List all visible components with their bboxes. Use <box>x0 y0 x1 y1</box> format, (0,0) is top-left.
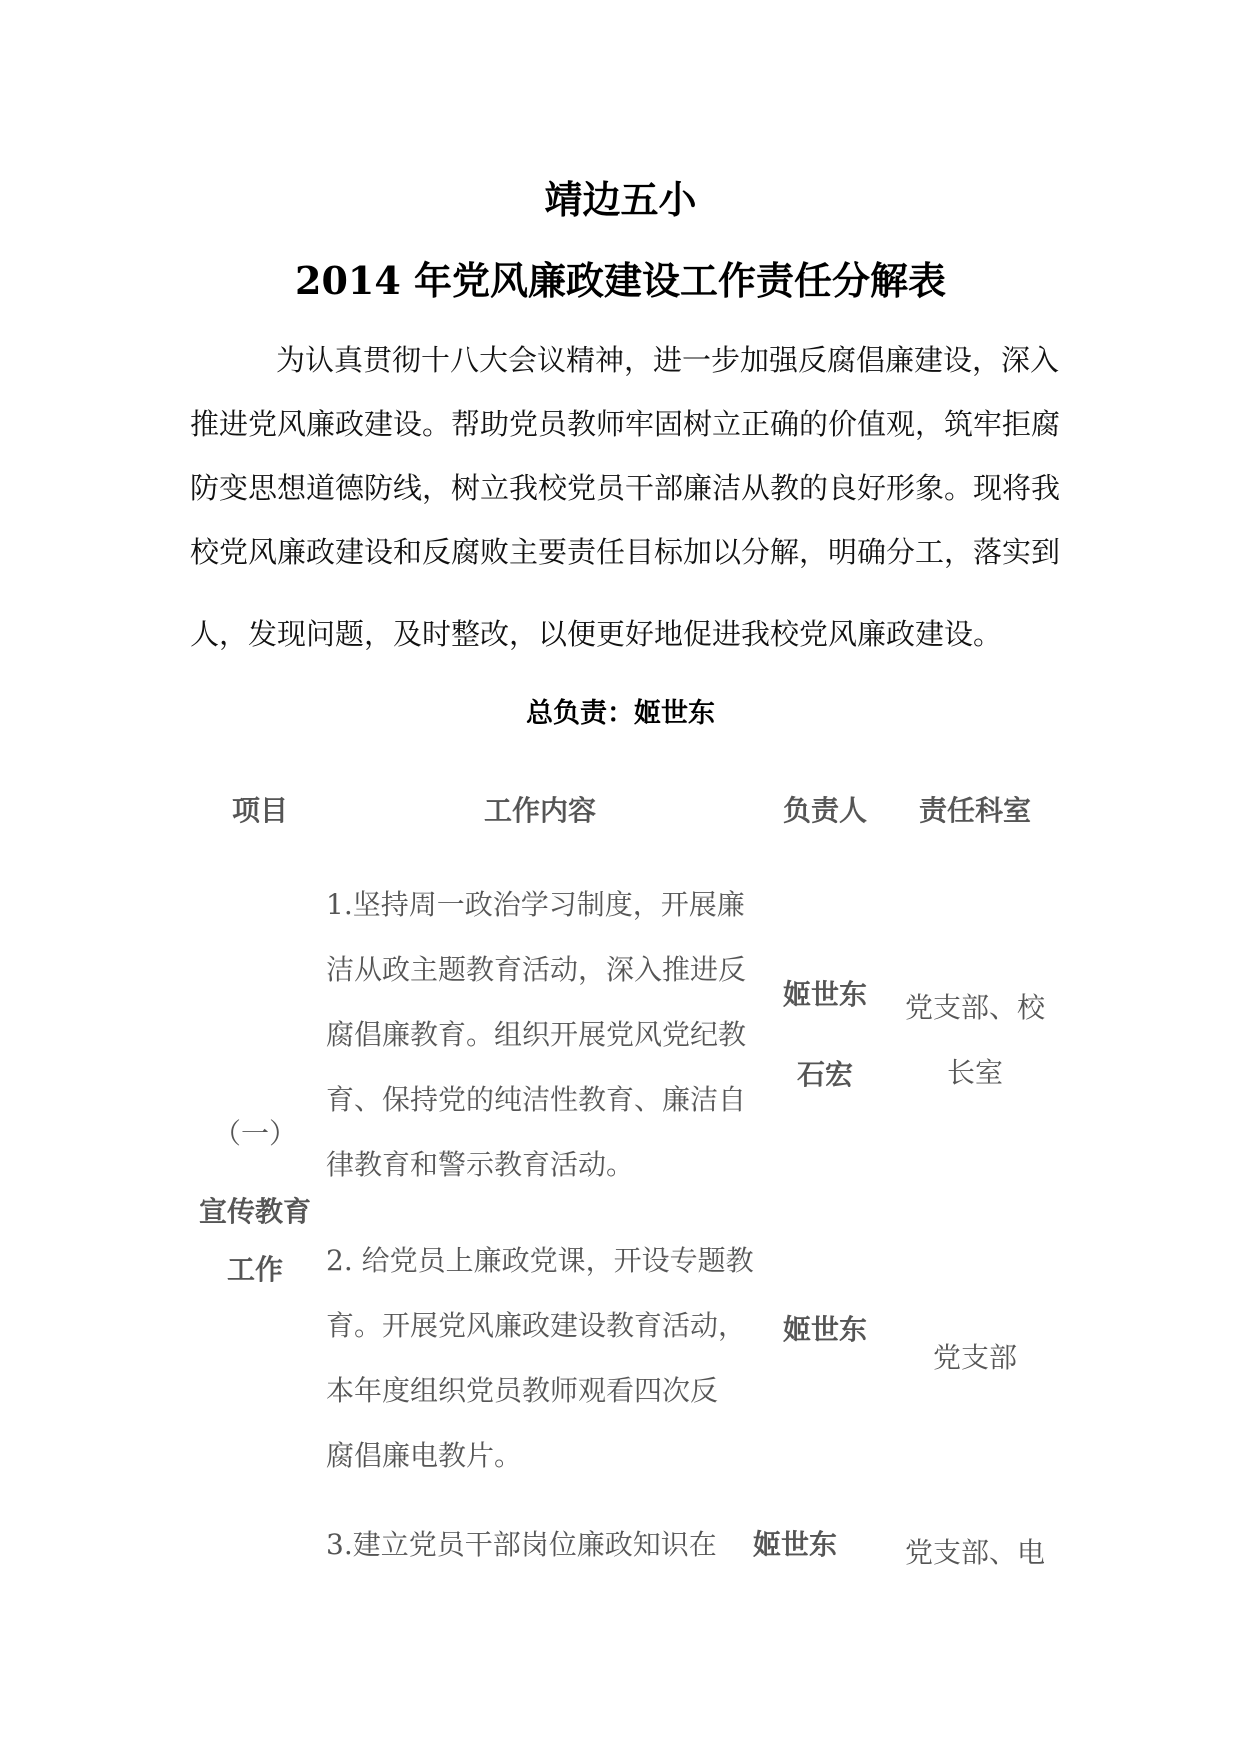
row-1-content-line: 腐倡廉教育。组织开展党风党纪教 <box>326 1018 747 1051</box>
row-3-content-line: 3.建立党员干部岗位廉政知识在 <box>326 1528 717 1561</box>
row-2-dept <box>895 1325 1055 1390</box>
row-1-owners <box>770 955 880 1115</box>
row-1-dept-line: 党支部、校 <box>904 991 1045 1024</box>
header-project: 项目 <box>231 794 288 827</box>
category-number: （一） <box>212 1117 297 1150</box>
school-name: 靖边五小 <box>544 177 697 222</box>
header-dept: 责任科室 <box>918 794 1031 827</box>
row-3-content <box>326 1512 766 1577</box>
row-2-content-line: 本年度组织党员教师观看四次反 <box>326 1374 719 1407</box>
header-content: 工作内容 <box>483 794 596 827</box>
row-3-owners <box>740 1505 850 1585</box>
row-3-owner: 姬世东 <box>752 1528 837 1561</box>
row-1-content-line: 育、保持党的纯洁性教育、廉洁自 <box>326 1083 747 1116</box>
intro-line-3: 防变思想道德防线，树立我校党员干部廉洁从教的良好形象。现将我 <box>190 471 1061 505</box>
category-label <box>195 1117 315 1286</box>
overall-leader: 总负责：姬世东 <box>526 698 715 729</box>
row-2-owners <box>770 1290 880 1370</box>
row-3-dept <box>895 1520 1055 1585</box>
intro-line-5: 人，发现问题，及时整改，以便更好地促进我校党风廉政建设。 <box>190 617 1003 651</box>
intro-line-1: 为认真贯彻十八大会议精神，进一步加强反腐倡廉建设，深入 <box>276 343 1060 377</box>
category-name-line1: 宣传教育 <box>198 1195 311 1228</box>
intro-line-4: 校党风廉政建设和反腐败主要责任目标加以分解，明确分工，落实到 <box>190 535 1061 569</box>
row-1-dept-line: 长室 <box>946 1056 1003 1089</box>
row-1-content <box>326 872 766 1197</box>
row-2-content-line: 腐倡廉电教片。 <box>326 1439 523 1472</box>
intro-line-2: 推进党风廉政建设。帮助党员教师牢固树立正确的价值观，筑牢拒腐 <box>190 407 1061 441</box>
row-1-content-line: 律教育和警示教育活动。 <box>326 1148 635 1181</box>
document-title: 2014 年党风廉政建设工作责任分解表 <box>295 258 946 303</box>
row-1-owner: 姬世东 <box>782 978 867 1011</box>
row-2-owner: 姬世东 <box>782 1313 867 1346</box>
row-1-dept <box>895 975 1055 1105</box>
row-2-content-line: 2. 给党员上廉政党课，开设专题教 <box>326 1244 754 1277</box>
row-3-dept-line: 党支部、电 <box>904 1536 1045 1569</box>
row-2-content-line: 育。开展党风廉政建设教育活动， <box>326 1309 747 1342</box>
header-owner: 负责人 <box>782 794 867 827</box>
row-1-content-line: 1.坚持周一政治学习制度，开展廉 <box>326 888 745 921</box>
row-2-content <box>326 1228 766 1488</box>
row-1-content-line: 洁从政主题教育活动，深入推进反 <box>326 953 747 986</box>
row-1-owner: 石宏 <box>796 1058 853 1091</box>
row-2-dept-line: 党支部 <box>932 1341 1017 1374</box>
category-name-line2: 工作 <box>226 1253 283 1286</box>
